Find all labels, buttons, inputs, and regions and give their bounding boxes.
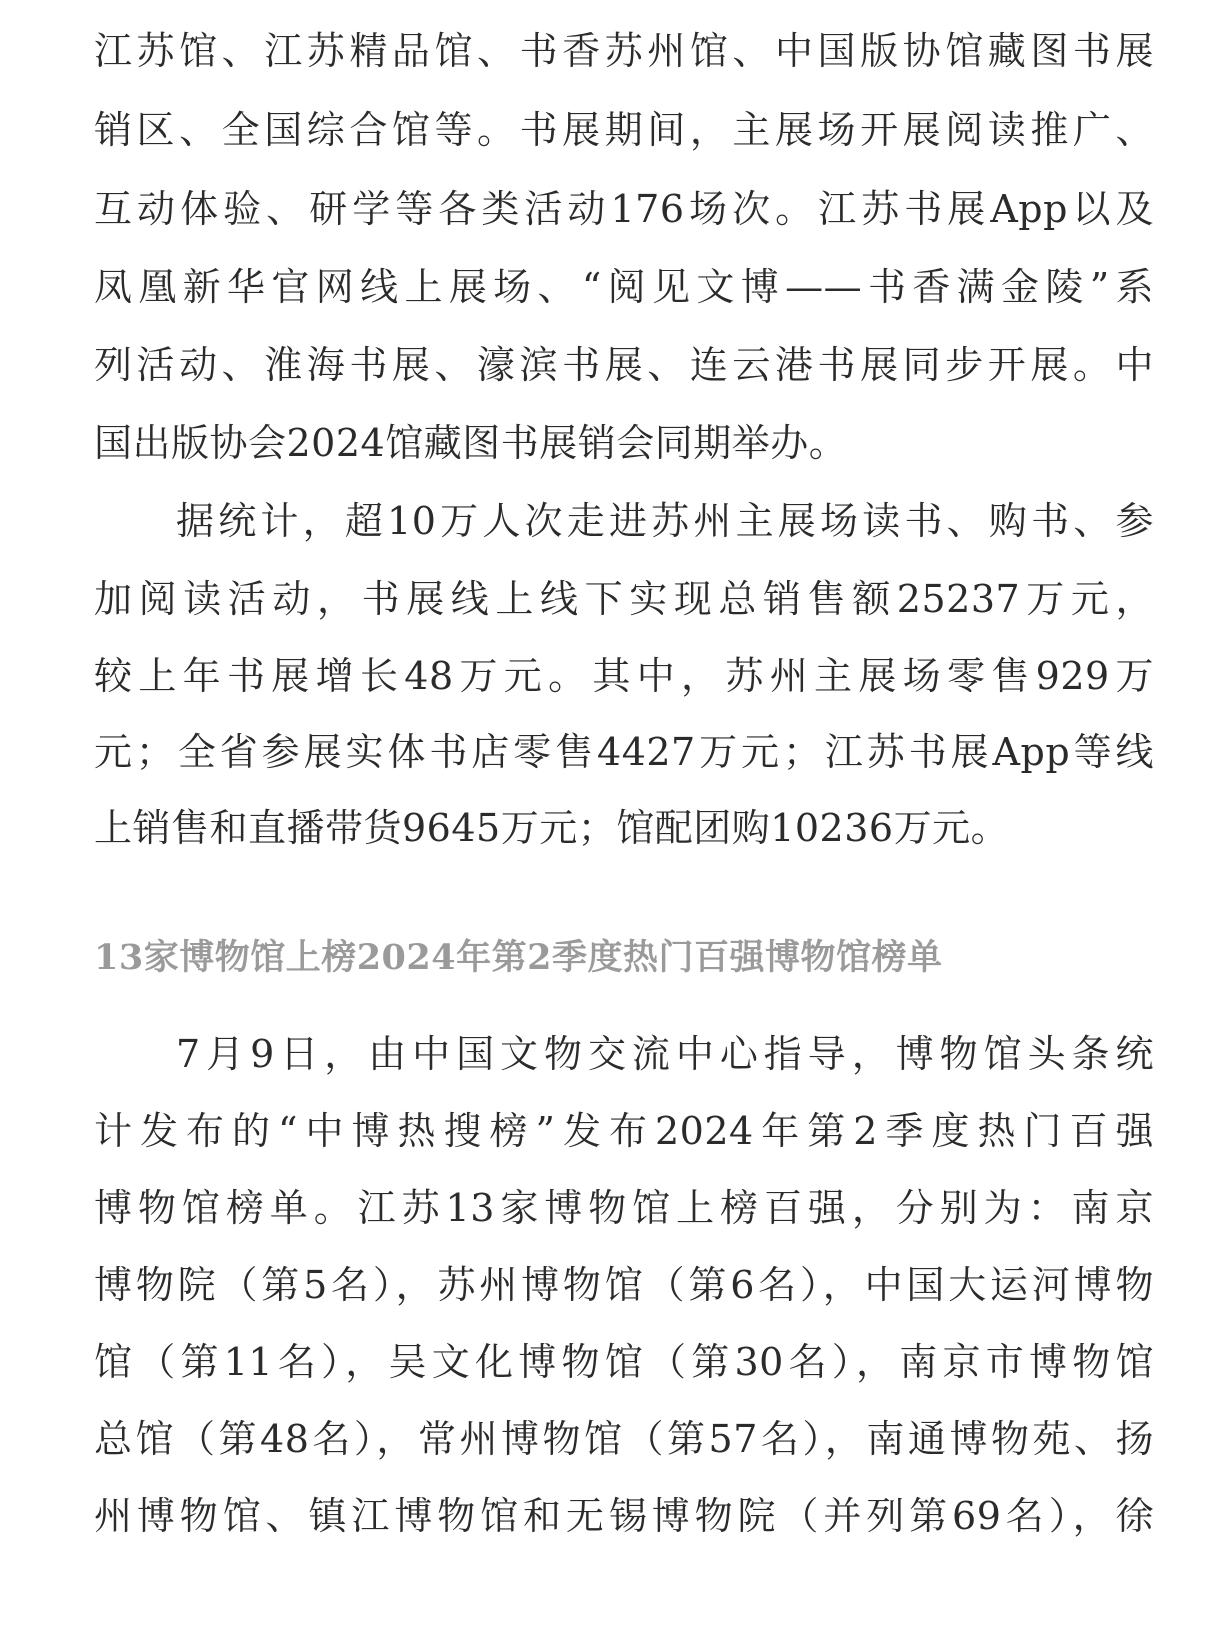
- paragraph-1-line-2: 销区、全国综合馆等。书展期间，主展场开展阅读推广、: [94, 108, 1154, 152]
- paragraph-2-line-2: 加阅读活动，书展线上线下实现总销售额25237万元，: [94, 577, 1154, 621]
- section-heading: 13家博物馆上榜2024年第2季度热门百强博物馆榜单: [94, 937, 943, 978]
- paragraph-2-line-5: 上销售和直播带货9645万元；馆配团购10236万元。: [94, 806, 1010, 850]
- paragraph-3-line-3: 博物馆榜单。江苏13家博物馆上榜百强，分别为：南京: [94, 1186, 1154, 1230]
- paragraph-2-line-4: 元；全省参展实体书店零售4427万元；江苏书展App等线: [94, 730, 1154, 774]
- paragraph-1-line-3: 互动体验、研学等各类活动176场次。江苏书展App以及: [94, 187, 1154, 231]
- paragraph-3-line-6: 总馆（第48名），常州博物馆（第57名），南通博物苑、扬: [94, 1417, 1154, 1461]
- paragraph-1-line-5: 列活动、淮海书展、濠滨书展、连云港书展同步开展。中: [94, 343, 1154, 387]
- paragraph-3-line-5: 馆（第11名），吴文化博物馆（第30名），南京市博物馆: [94, 1340, 1154, 1384]
- paragraph-1-line-1: 江苏馆、江苏精品馆、书香苏州馆、中国版协馆藏图书展: [94, 29, 1154, 73]
- paragraph-3-line-2: 计发布的“中博热搜榜”发布2024年第2季度热门百强: [94, 1109, 1154, 1153]
- paragraph-1-line-4: 凤凰新华官网线上展场、“阅见文博——书香满金陵”系: [94, 265, 1154, 309]
- paragraph-3-line-7: 州博物馆、镇江博物馆和无锡博物院（并列第69名），徐: [94, 1494, 1154, 1538]
- paragraph-1-line-6: 国出版协会2024馆藏图书展销会同期举办。: [94, 421, 848, 465]
- paragraph-2-line-3: 较上年书展增长48万元。其中，苏州主展场零售929万: [94, 654, 1154, 698]
- paragraph-3-line-1: 7月9日，由中国文物交流中心指导，博物馆头条统: [176, 1032, 1154, 1076]
- paragraph-2-line-1: 据统计，超10万人次走进苏州主展场读书、购书、参: [176, 499, 1154, 543]
- paragraph-3-line-4: 博物院（第5名），苏州博物馆（第6名），中国大运河博物: [94, 1263, 1154, 1307]
